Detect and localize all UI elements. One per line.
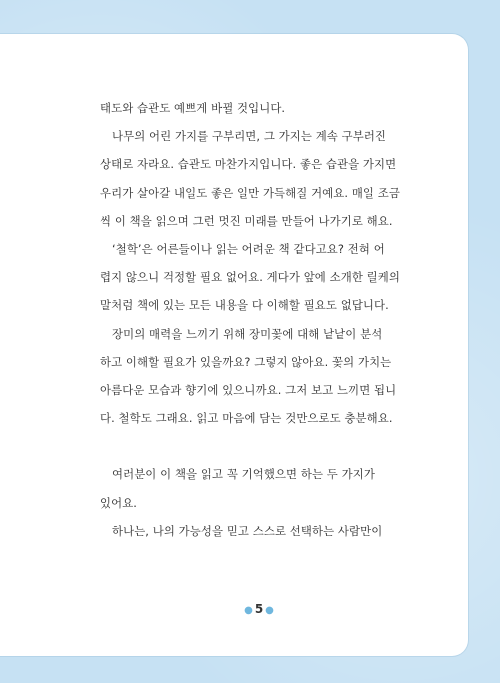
page-number bbox=[236, 602, 282, 616]
text-line: 우리가 살아갈 내일도 좋은 일만 가득해질 거예요. 매일 조금 bbox=[100, 185, 400, 200]
text-line: 여러분이 이 책을 읽고 꼭 기억했으면 하는 두 가지가 bbox=[112, 467, 375, 482]
text-line: 태도와 습관도 예쁘게 바뀔 것입니다. bbox=[100, 101, 286, 115]
text-line: 다. 철학도 그래요. 읽고 마음에 담는 것만으로도 충분해요. bbox=[100, 411, 393, 426]
text-line: 상태로 자라요. 습관도 마찬가지입니다. 좋은 습관을 가지면 bbox=[100, 157, 397, 172]
text-line: 장미의 매력을 느끼기 위해 장미꽃에 대해 낱낱이 분석 bbox=[112, 326, 383, 341]
dot-icon: ● bbox=[265, 605, 274, 616]
text-line: 씩 이 책을 읽으며 그런 멋진 미래를 만들어 나가기로 해요. bbox=[100, 213, 393, 228]
page-number-value: 5 bbox=[254, 602, 264, 616]
dot-icon: ● bbox=[244, 605, 253, 616]
text-line: ‘철학’은 어른들이나 읽는 어려운 책 같다고요? 전혀 어 bbox=[112, 241, 385, 256]
body-text bbox=[100, 94, 430, 545]
text-line: 아름다운 모습과 향기에 있으니까요. 그저 보고 느끼면 됩니 bbox=[100, 382, 397, 397]
text-line: 있어요. bbox=[100, 495, 138, 510]
text-line: 하고 이해할 필요가 있을까요? 그렇지 않아요. 꽃의 가치는 bbox=[100, 354, 392, 369]
paragraph-gap bbox=[100, 432, 430, 460]
text-line: 나무의 어린 가지를 구부리면, 그 가지는 계속 구부러진 bbox=[112, 129, 387, 144]
text-line: 말처럼 책에 있는 모든 내용을 다 이해할 필요도 없답니다. bbox=[100, 298, 389, 313]
text-line: 렵지 않으니 걱정할 필요 없어요. 게다가 앞에 소개한 릴케의 bbox=[100, 270, 400, 285]
text-line: 하나는, 나의 가능성을 믿고 스스로 선택하는 사람만이 bbox=[112, 523, 383, 538]
